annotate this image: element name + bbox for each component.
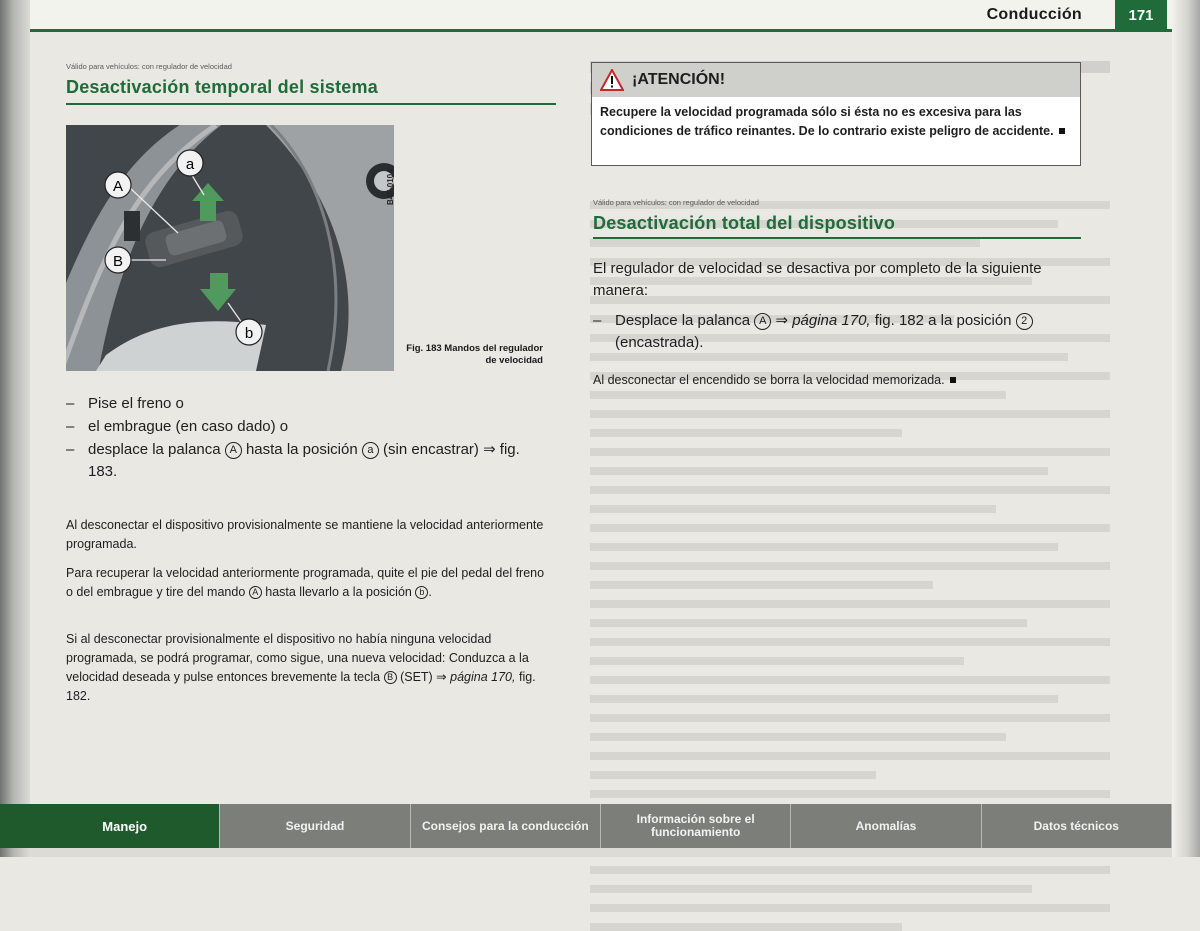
bullet-item [66,439,546,483]
book-spine [0,0,30,857]
callout-label-A: A [112,178,124,195]
spine-marker [0,804,30,848]
nav-tab-datos-tecnicos[interactable]: Datos técnicos [982,804,1172,848]
paragraph: Al desconectar el dispositivo provisionalmente se mantiene la velocidad anteriormente programada. [66,518,544,551]
page-edge [1172,0,1200,857]
callout-label-b: b [244,325,254,342]
nav-tab-informacion[interactable]: Información sobre el funcionamiento [601,804,791,848]
warning-box [591,62,1081,166]
paragraph-text: fig. 182. [66,670,536,703]
bottom-margin [30,848,1172,857]
paragraph-text: (SET) ⇒ [400,670,447,684]
paragraph-text: . [428,585,432,599]
nav-tab-manejo[interactable]: Manejo [30,804,220,848]
step-item [593,310,1073,354]
figure-steering-lever [66,125,394,371]
dash-glyph: – [593,312,602,329]
chapter-title: Conducción [986,6,1082,23]
warning-header [592,63,1080,97]
step-text: ⇒ [775,312,789,329]
validity-note: Válido para vehículos: con regulador de velocidad [66,62,232,71]
step-text: Desplace la palanca [615,312,751,329]
figure-code: B4F-0104 [386,169,395,205]
heading-rule [593,237,1081,239]
chapter-nav [30,804,1172,848]
circled-label: A [249,586,262,599]
circled-label: B [384,671,397,684]
page-reference-link[interactable]: página 170, [792,312,871,329]
warning-body [592,97,1080,147]
step-text: (encastrada). [615,334,704,351]
page-number: 171 [1115,0,1167,31]
warning-triangle-icon [600,69,624,91]
end-marker-icon [950,377,956,383]
heading-rule [66,103,556,105]
page-reference-link[interactable]: página 170, [450,670,516,684]
paragraph [593,371,1073,390]
bullet-item: – Pise el freno o [66,393,546,415]
circled-label: a [362,442,379,459]
paragraph [66,564,548,602]
warning-title: ¡ATENCIÓN! [632,71,726,88]
callout-label-a: a [185,156,195,173]
validity-note: Válido para vehículos: con regulador de velocidad [593,198,759,207]
paragraph-text: Si al desconectar provisionalmente el dispositivo no había ninguna velocidad programada, se podrá programar, como sigue, una nueva velocidad: Conduzca a la velocidad deseada y pulse entonces brevemente la tecla [66,632,529,684]
paragraph-text: Para recuperar la velocidad anteriormente programada, quite el pie del pedal del freno o del embrague y tire del mando [66,566,545,599]
intro-text: El regulador de velocidad se desactiva por completo de la siguiente manera: [593,260,1042,299]
nav-tab-anomalias[interactable]: Anomalías [791,804,981,848]
bullet-text: desplace la palanca [88,441,221,458]
step-text: fig. 182 a la posición [874,312,1012,329]
circled-label: A [225,442,242,459]
bullet-text: (sin encastrar) ⇒ fig. 183. [88,441,520,480]
paragraph-text: hasta llevarlo a la posición [265,585,412,599]
figure-illustration [66,125,394,371]
nav-tab-seguridad[interactable]: Seguridad [220,804,410,848]
figure-caption: Fig. 183 Mandos del regulador de velocidad [406,343,543,366]
section-heading: Desactivación total del dispositivo [593,213,896,233]
bullet-list [66,393,546,484]
circled-label: A [754,313,771,330]
circled-label: b [415,586,428,599]
callout-label-B: B [112,253,124,270]
section-heading: Desactivación temporal del sistema [66,77,378,97]
bullet-text: hasta la posición [245,441,358,458]
nav-tab-consejos[interactable]: Consejos para la conducción [411,804,601,848]
circled-label: 2 [1016,313,1033,330]
paragraph [66,630,548,706]
paragraph-text: Al desconectar el encendido se borra la velocidad memorizada. [593,373,945,387]
bullet-item: – el embrague (en caso dado) o [66,416,546,438]
header-rule [30,29,1172,32]
warning-text: Recupere la velocidad programada sólo si ésta no es excesiva para las condiciones de tráfico reinantes. De lo contrario existe peligro de accidente. [600,105,1054,138]
end-marker-icon [1059,128,1065,134]
